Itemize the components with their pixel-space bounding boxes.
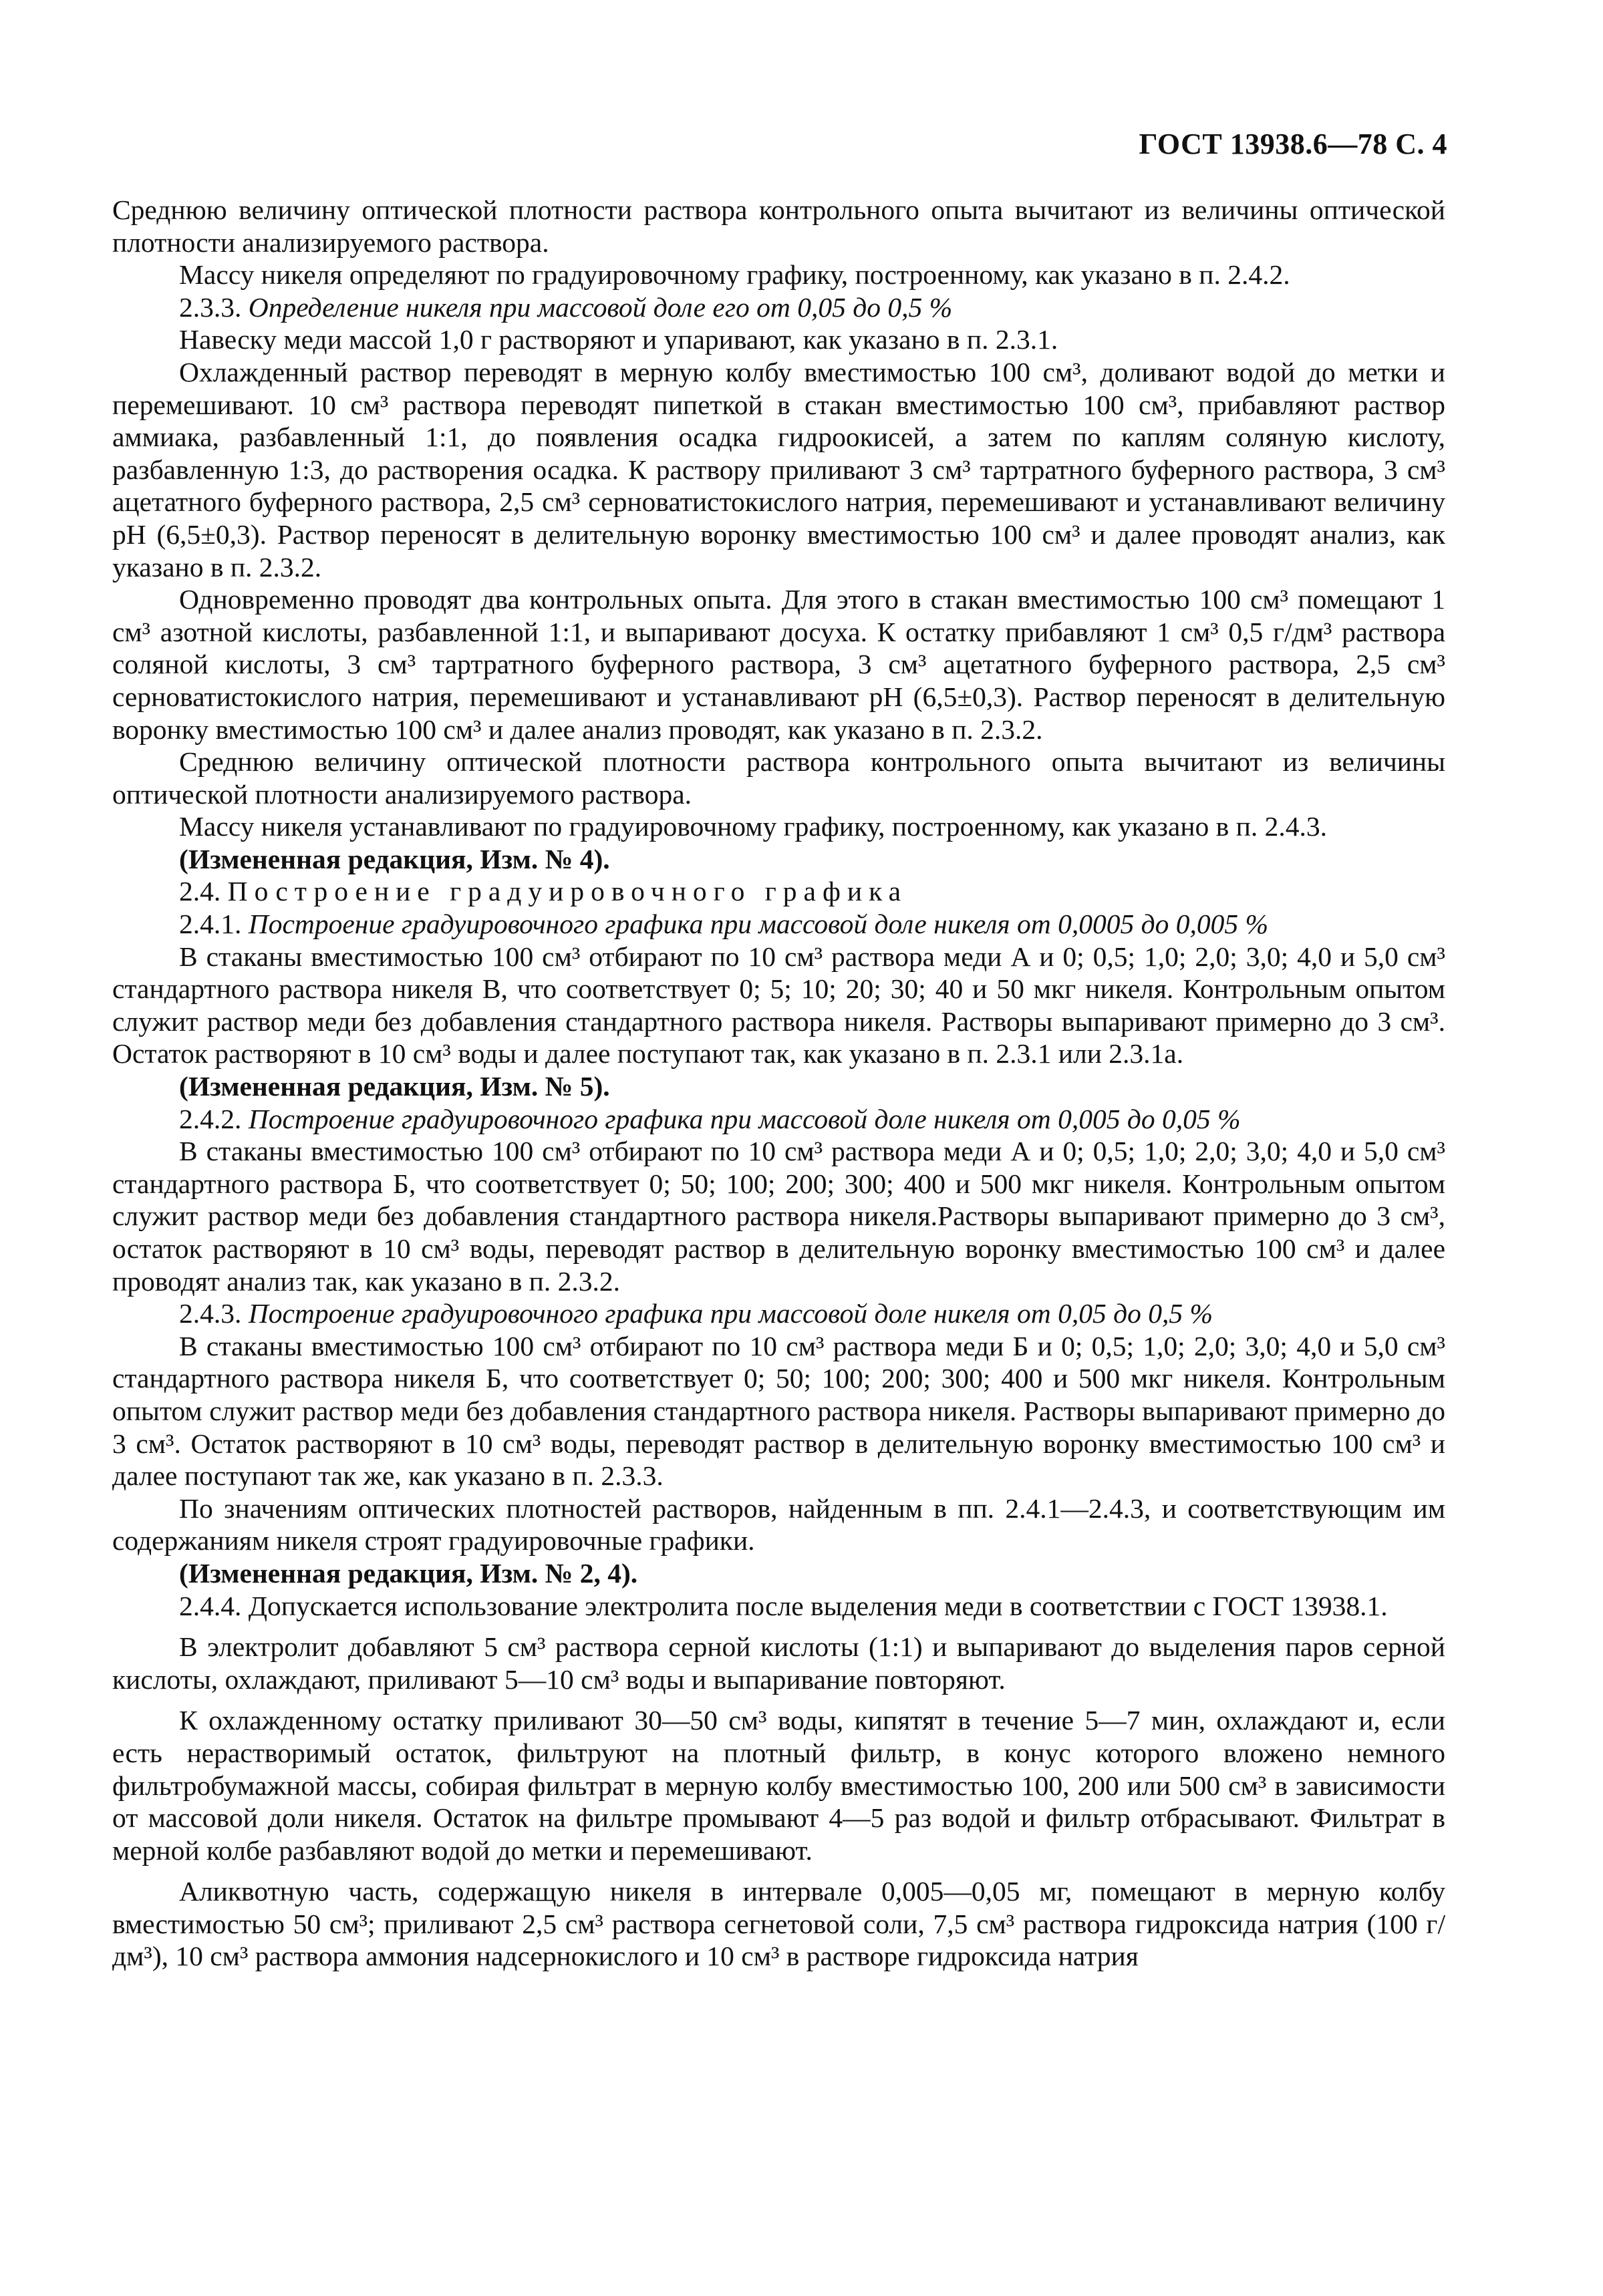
paragraph-18: По значениям оптических плотностей растворов, найденным в пп. 2.4.1—2.4.3, и соответствующим им содержаниям никеля строят градуировочные графики. [112, 1492, 1445, 1556]
section-title: Определение никеля при массовой доле его от 0,05 до 0,5 % [248, 291, 953, 323]
section-number: 2.4.3. [179, 1298, 242, 1329]
section-2-4-1-heading [112, 908, 1445, 941]
section-number: 2.4.1. [179, 909, 242, 940]
section-2-4-2-heading [112, 1103, 1445, 1136]
paragraph-1: Среднюю величину оптической плотности раствора контрольного опыта вычитают из величины оптической плотности анализируемого раствора. [112, 194, 1445, 258]
section-title: Построение градуировочного графика [227, 876, 908, 907]
paragraph-17: В стаканы вместимостью 100 см³ отбирают по 10 см³ раствора меди Б и 0; 0,5; 1,0; 2,0; 3,0; 4,0 и 5,0 см³ стандартного раствора никеля Б, что соответствует 0; 50; 100; 200; 300; 400 и 500 мкг никеля. Контрольным опытом служит раствор меди без добавления стандартного раствора никеля. Растворы выпаривают примерно до 3 см³. Остаток растворяют в 10 см³ воды, переводят раствор в делительную воронку вместимостью 100 см³ и далее поступают так же, как указано в п. 2.3.3. [112, 1330, 1445, 1492]
amendment-note: (Измененная редакция, Изм. № 4). [179, 843, 610, 874]
amendment-note: (Измененная редакция, Изм. № 2, 4). [179, 1557, 638, 1589]
page-header: ГОСТ 13938.6—78 С. 4 [1139, 128, 1447, 160]
section-2-4-heading [112, 875, 1445, 908]
paragraph-22: К охлажденному остатку приливают 30—50 см³ воды, кипятят в течение 5—7 мин, охлаждают и, если есть нерастворимый остаток, фильтруют на плотный фильтр, в конус которого вложено немного фильтробумажной массы, собирая фильтрат в мерную колбу вместимостью 100, 200 или 500 см³ в зависимости от массовой доли никеля. Остаток на фильтре промывают 4—5 раз водой и фильтр отбрасывают. Фильтрат в мерной колбе разбавляют водой до метки и перемешивают. [112, 1705, 1445, 1866]
section-2-3-3-heading [112, 291, 1445, 324]
paragraph-12: В стаканы вместимостью 100 см³ отбирают по 10 см³ раствора меди А и 0; 0,5; 1,0; 2,0; 3,0; 4,0 и 5,0 см³ стандартного раствора никеля В, что соответствует 0; 5; 10; 20; 30; 40 и 50 мкг никеля. Контрольным опытом служит раствор меди без добавления стандартного раствора никеля. Растворы выпаривают примерно до 3 см³. Остаток растворяют в 10 см³ воды и далее поступают так, как указано в п. 2.3.1 или 2.3.1а. [112, 941, 1445, 1070]
paragraph-7: Среднюю величину оптической плотности раствора контрольного опыта вычитают из величины оптической плотности анализируемого раствора. [112, 746, 1445, 810]
document-body [112, 194, 1445, 1973]
paragraph-23: Аликвотную часть, содержащую никеля в интервале 0,005—0,05 мг, помещают в мерную колбу вместимостью 50 см³; приливают 2,5 см³ раствора сегнетовой соли, 7,5 см³ раствора гидроксида натрия (100 г/дм³), 10 см³ раствора аммония надсернокислого и 10 см³ в растворе гидроксида натрия [112, 1876, 1445, 1972]
paragraph-20: 2.4.4. Допускается использование электролита после выделения меди в соответствии с ГОСТ 13938.1. [179, 1590, 1388, 1621]
section-title: Построение градуировочного графика при массовой доле никеля от 0,005 до 0,05 % [248, 1103, 1241, 1134]
paragraph-8: Массу никеля устанавливают по градуировочному графику, построенному, как указано в п. 2.4.3. [179, 811, 1327, 842]
section-title: Построение градуировочного графика при массовой доле никеля от 0,0005 до 0,005 % [248, 909, 1269, 940]
paragraph-2: Массу никеля определяют по градуировочному графику, построенному, как указано в п. 2.4.2. [179, 259, 1290, 291]
section-number: 2.4.2. [179, 1103, 242, 1134]
paragraph-4: Навеску меди массой 1,0 г растворяют и упаривают, как указано в п. 2.3.1. [179, 324, 1058, 355]
paragraph-15: В стаканы вместимостью 100 см³ отбирают по 10 см³ раствора меди А и 0; 0,5; 1,0; 2,0; 3,0; 4,0 и 5,0 см³ стандартного раствора Б, что соответствует 0; 50; 100; 200; 300; 400 и 500 мкг никеля. Контрольным опытом служит раствор меди без добавления стандартного раствора никеля.Растворы выпаривают примерно до 3 см³, остаток растворяют в 10 см³ воды, переводят раствор в делительную воронку вместимостью 100 см³ и далее проводят анализ так, как указано в п. 2.3.2. [112, 1136, 1445, 1297]
section-title: Построение градуировочного графика при массовой доле никеля от 0,05 до 0,5 % [248, 1298, 1213, 1329]
paragraph-21: В электролит добавляют 5 см³ раствора серной кислоты (1:1) и выпаривают до выделения паров серной кислоты, охлаждают, приливают 5—10 см³ воды и выпаривание повторяют. [112, 1631, 1445, 1695]
paragraph-6: Одновременно проводят два контрольных опыта. Для этого в стакан вместимостью 100 см³ помещают 1 см³ азотной кислоты, разбавленной 1:1, и выпаривают досуха. К остатку прибавляют 1 см³ 0,5 г/дм³ раствора соляной кислоты, 3 см³ тартратного буферного раствора, 3 см³ ацетатного буферного раствора, 2,5 см³ серноватистокислого натрия, перемешивают и устанавливают рН (6,5±0,3). Раствор переносят в делительную воронку вместимостью 100 см³ и далее анализ проводят, как указано в п. 2.3.2. [112, 584, 1445, 745]
section-number: 2.3.3. [179, 291, 242, 323]
section-2-4-3-heading [112, 1297, 1445, 1330]
section-number: 2.4. [179, 876, 221, 907]
paragraph-5: Охлажденный раствор переводят в мерную колбу вместимостью 100 см³, доливают водой до метки и перемешивают. 10 см³ раствора переводят пипеткой в стакан вместимостью 100 см³, прибавляют раствор аммиака, разбавленный 1:1, до появления осадка гидроокисей, а затем по каплям соляную кислоту, разбавленную 1:3, до растворения осадка. К раствору приливают 3 см³ тартратного буферного раствора, 3 см³ ацетатного буферного раствора, 2,5 см³ серноватистокислого натрия, перемешивают и устанавливают величину рН (6,5±0,3). Раствор переносят в делительную воронку вместимостью 100 см³ и далее проводят анализ, как указано в п. 2.3.2. [112, 356, 1445, 583]
amendment-note: (Измененная редакция, Изм. № 5). [179, 1071, 610, 1102]
